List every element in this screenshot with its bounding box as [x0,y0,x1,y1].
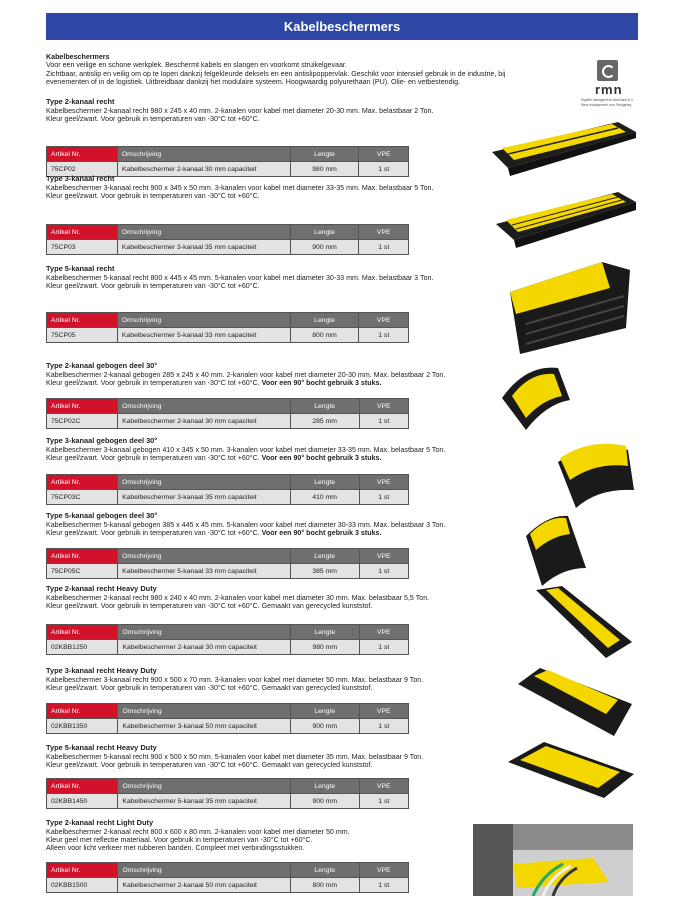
cell-vpe: 1 st [359,414,408,429]
cell-omschrijving: Kabelbeschermer 3-kanaal 35 mm capaciteit [117,240,290,255]
section-desc [46,454,486,462]
section-desc: Kabelbeschermer 3-kanaal recht 900 x 345 x 50 mm. 3-kanalen voor kabel met diameter 33-35 mm. Max. belastbaar 5 Ton. [46,183,434,192]
header-lengte: Lengte [290,313,359,328]
table-row [47,490,409,505]
product-image [473,824,633,901]
section-desc [46,602,486,610]
cell-artikel: 75CP03 [47,240,118,255]
header-vpe: VPE [359,625,408,640]
spec-table [46,224,409,255]
intro-heading: Kabelbeschermers [46,53,110,61]
section-title: Type 2-kanaal recht Light Duty [46,818,154,827]
header-lengte: Lengte [290,704,359,719]
header-omschrijving: Omschrijving [118,549,291,564]
company-logo [581,60,639,105]
table-row [47,640,409,655]
cell-artikel: 02KBB1450 [47,794,118,809]
cable-protector-illustration [473,824,633,896]
header-artikel: Artikel Nr. [47,863,118,878]
spec-table [46,398,409,429]
page-title: Kabelbeschermers [46,13,638,40]
product-image [492,188,638,257]
cell-omschrijving: Kabelbeschermer 2-kanaal 30 mm capaciteit [117,162,290,177]
section-desc-text: Kleur geel/zwart. Voor gebruik in temperaturen van -30°C tot +60°C. [46,528,260,537]
spec-table [46,548,409,579]
product-section [46,512,486,537]
spec-table [46,703,409,734]
cell-vpe: 1 st [359,878,408,893]
table-header-row [47,863,409,878]
cell-omschrijving: Kabelbeschermer 5-kanaal 35 mm capaciteit [118,794,290,809]
cell-lengte: 980 mm [290,640,359,655]
cable-protector-illustration [506,258,634,358]
product-image [504,740,638,807]
header-omschrijving: Omschrijving [118,863,290,878]
section-desc-text: Kleur geel/zwart. Voor gebruik in temperaturen van -30°C tot +60°C. [46,453,260,462]
wrench-logo-icon [597,60,618,81]
header-omschrijving: Omschrijving [118,779,290,794]
cell-vpe: 1 st [359,490,408,505]
product-image [506,258,634,363]
product-section [46,744,486,769]
cell-lengte: 800 mm [290,328,359,343]
section-desc: Alleen voor licht verkeer met rubberen banden. Compleet met verbindingsstukken. [46,844,305,853]
cable-protector-illustration [532,584,636,662]
table-header-row [47,475,409,490]
cell-artikel: 02KBB1350 [47,719,118,734]
section-title: Type 3-kanaal recht Heavy Duty [46,666,157,675]
cell-lengte: 800 mm [290,878,359,893]
cell-lengte: 385 mm [290,564,359,579]
cell-lengte: 900 mm [290,794,359,809]
section-desc: Kabelbeschermer 3-kanaal gebogen 410 x 345 x 50 mm. 3-kanalen voor kabel met diameter 33-35 mm. Max. belastbaar 5 Ton. [46,445,446,454]
product-section [46,819,486,852]
cell-omschrijving: Kabelbeschermer 3-kanaal 35 mm capaciteit [118,490,291,505]
section-desc [46,836,486,844]
cell-artikel: 75CP02 [47,162,118,177]
header-omschrijving: Omschrijving [118,625,290,640]
table-header-row [47,147,409,162]
spec-table [46,146,409,177]
cell-vpe: 1 st [359,640,408,655]
section-desc: Kabelbeschermer 2-kanaal recht 980 x 240 x 40 mm. 2-kanalen voor kabel met diameter 30 mm. Max. belastbaar 5,5 Ton. [46,593,430,602]
section-desc-text: Kleur geel/zwart. Voor gebruik in temperaturen van -30°C tot +60°C. Gemaakt van gerecycled kunststof. [46,683,373,692]
header-omschrijving: Omschrijving [117,225,290,240]
cell-vpe: 1 st [359,719,408,734]
section-desc-text: Kleur geel/zwart. Voor gebruik in temperaturen van -30°C tot +60°C. [46,191,260,200]
table-row [47,794,409,809]
product-image [548,432,638,517]
header-lengte: Lengte [290,863,359,878]
logo-tagline: Rigtaffe Management Nederland B.V. [581,98,634,102]
header-artikel: Artikel Nr. [47,399,118,414]
section-desc [46,282,486,290]
product-section [46,437,486,462]
product-section [46,265,486,290]
cell-omschrijving: Kabelbeschermer 2-kanaal 30 mm capaciteit [118,414,291,429]
product-image [518,508,590,593]
cell-vpe: 1 st [359,328,409,343]
section-title: Type 5-kanaal recht Heavy Duty [46,743,157,752]
section-desc-text: Kleur geel/zwart. Voor gebruik in temperaturen van -30°C tot +60°C. Gemaakt van gerecycled kunststof. [46,601,373,610]
cell-artikel: 75CP05C [47,564,118,579]
section-desc-text: Kleur geel/zwart. Voor gebruik in temperaturen van -30°C tot +60°C. Gemaakt van gerecycled kunststof. [46,760,373,769]
header-vpe: VPE [359,313,409,328]
section-title: Type 2-kanaal recht Heavy Duty [46,584,157,593]
cell-omschrijving: Kabelbeschermer 2-kanaal 30 mm capaciteit [118,640,290,655]
cell-lengte: 900 mm [290,719,359,734]
product-image [496,358,574,439]
header-lengte: Lengte [290,549,359,564]
intro-line: Voor een veilige en schone werkplek. Beschermt kabels en slangen en voorkomt struikelgevaar. [46,61,347,70]
section-desc-text: Kleur geel/zwart. Voor gebruik in temperaturen van -30°C tot +60°C. [46,378,260,387]
section-desc [46,115,486,123]
section-desc: Kabelbeschermer 2-kanaal gebogen 285 x 245 x 40 mm. 2-kanalen voor kabel met diameter 20-30 mm. Max. belastbaar 2 Ton. [46,370,446,379]
section-title: Type 5-kanaal gebogen deel 30° [46,511,158,520]
spec-table [46,862,409,893]
spec-table [46,778,409,809]
header-artikel: Artikel Nr. [47,313,118,328]
section-title: Type 3-kanaal gebogen deel 30° [46,436,158,445]
table-header-row [47,779,409,794]
section-title: Type 2-kanaal recht [46,97,115,106]
table-header-row [47,399,409,414]
cell-omschrijving: Kabelbeschermer 5-kanaal 33 mm capaciteit [117,328,290,343]
section-desc: Kabelbeschermer 3-kanaal recht 900 x 500 x 70 mm. 3-kanalen voor kabel met diameter 50 mm. Max. belastbaar 9 Ton. [46,675,424,684]
section-desc: Kabelbeschermer 2-kanaal recht 980 x 245 x 40 mm. 2-kanalen voor kabel met diameter 20-30 mm. Max. belastbaar 2 Ton. [46,106,434,115]
logo-tagline: Werk management voor Fieldgelieg [581,103,632,107]
header-omschrijving: Omschrijving [117,147,290,162]
section-desc [46,761,486,769]
logo-brand: rmn [595,82,623,97]
intro-line: Zichtbaar, antislip en veilig om op te lopen dankzij felgekleurde deksels en een antislipoppervlak. Geschikt voor intensief gebruik in de industrie, bij [46,69,506,78]
header-lengte: Lengte [290,625,359,640]
cell-omschrijving: Kabelbeschermer 2-kanaal 50 mm capaciteit [118,878,290,893]
cell-lengte: 980 mm [290,162,359,177]
cell-omschrijving: Kabelbeschermer 5-kanaal 33 mm capaciteit [118,564,291,579]
header-artikel: Artikel Nr. [47,704,118,719]
intro-block [46,53,566,87]
cell-vpe: 1 st [359,240,409,255]
product-image [532,584,636,667]
table-row [47,414,409,429]
header-artikel: Artikel Nr. [47,225,118,240]
table-header-row [47,625,409,640]
cable-protector-illustration [488,118,638,180]
table-header-row [47,313,409,328]
table-row [47,878,409,893]
header-omschrijving: Omschrijving [117,313,290,328]
header-vpe: VPE [359,779,408,794]
table-header-row [47,549,409,564]
product-image [514,664,636,745]
header-vpe: VPE [359,549,408,564]
section-desc-text: Kleur geel/zwart. Voor gebruik in temperaturen van -30°C tot +60°C. [46,114,260,123]
cable-protector-illustration [548,432,638,512]
cable-protector-illustration [514,664,636,740]
section-title: Type 3-kanaal recht [46,174,115,183]
section-desc: Kabelbeschermer 5-kanaal recht 900 x 500 x 50 mm. 5-kanalen voor kabel met diameter 35 mm. Max. belastbaar 9 Ton. [46,752,424,761]
cable-protector-illustration [496,358,574,434]
header-artikel: Artikel Nr. [47,779,118,794]
table-row [47,564,409,579]
section-desc-text: Kleur geel/zwart. Voor gebruik in temperaturen van -30°C tot +60°C. [46,281,260,290]
header-artikel: Artikel Nr. [47,625,118,640]
section-desc-bold: Voor een 90° bocht gebruik 3 stuks. [261,378,382,387]
product-section [46,585,486,610]
table-row [47,719,409,734]
cell-omschrijving: Kabelbeschermer 3-kanaal 50 mm capaciteit [118,719,290,734]
table-header-row [47,704,409,719]
cell-lengte: 285 mm [290,414,359,429]
header-artikel: Artikel Nr. [47,549,118,564]
section-desc-bold: Voor een 90° bocht gebruik 3 stuks. [261,453,382,462]
cell-vpe: 1 st [359,162,409,177]
header-vpe: VPE [359,863,408,878]
cell-artikel: 02KBB1500 [47,878,118,893]
section-desc [46,684,486,692]
header-lengte: Lengte [290,225,359,240]
section-desc [46,379,486,387]
table-header-row [47,225,409,240]
intro-line: evenementen of in de logistiek. Uitbreidbaar dankzij het modulaire systeem. Hoogwaardig polyurethaan (PU). Olie- en vetbestendig. [46,78,461,87]
cell-artikel: 75CP03C [47,490,118,505]
cable-protector-illustration [504,740,638,802]
cell-vpe: 1 st [359,564,408,579]
product-section [46,175,486,200]
cell-artikel: 02KBB1250 [47,640,118,655]
cell-vpe: 1 st [359,794,408,809]
cable-protector-illustration [492,188,638,252]
header-artikel: Artikel Nr. [47,147,118,162]
header-vpe: VPE [359,225,409,240]
header-vpe: VPE [359,147,409,162]
section-desc [46,529,486,537]
product-section [46,98,486,123]
section-desc: Kabelbeschermer 5-kanaal recht 800 x 445 x 45 mm. 5-kanalen voor kabel met diameter 30-33 mm. Max. belastbaar 3 Ton. [46,273,434,282]
cable-protector-illustration [518,508,590,588]
section-title: Type 5-kanaal recht [46,264,115,273]
header-omschrijving: Omschrijving [118,399,291,414]
table-row [47,240,409,255]
header-vpe: VPE [359,704,408,719]
section-desc: Kabelbeschermer 2-kanaal recht 800 x 600 x 80 mm. 2-kanalen voor kabel met diameter 50 mm. [46,827,350,836]
header-lengte: Lengte [290,147,359,162]
header-lengte: Lengte [290,475,359,490]
product-image [488,118,638,185]
spec-table [46,474,409,505]
spec-table [46,624,409,655]
section-desc-text: Kleur geel met reflectie materiaal. Voor gebruik in temperaturen van -30°C tot +60°C. [46,835,313,844]
header-vpe: VPE [359,475,408,490]
section-desc [46,192,486,200]
header-lengte: Lengte [290,779,359,794]
header-artikel: Artikel Nr. [47,475,118,490]
header-omschrijving: Omschrijving [118,704,290,719]
cell-lengte: 900 mm [290,240,359,255]
cell-artikel: 75CP02C [47,414,118,429]
section-desc: Kabelbeschermer 5-kanaal gebogen 385 x 445 x 45 mm. 5-kanalen voor kabel met diameter 30-33 mm. Max. belastbaar 3 Ton. [46,520,446,529]
header-omschrijving: Omschrijving [118,475,291,490]
table-row [47,328,409,343]
cell-artikel: 75CP05 [47,328,118,343]
header-lengte: Lengte [290,399,359,414]
cell-lengte: 410 mm [290,490,359,505]
spec-table [46,312,409,343]
product-section [46,362,486,387]
section-title: Type 2-kanaal gebogen deel 30° [46,361,158,370]
section-desc-bold: Voor een 90° bocht gebruik 3 stuks. [261,528,382,537]
product-section [46,667,486,692]
header-vpe: VPE [359,399,408,414]
